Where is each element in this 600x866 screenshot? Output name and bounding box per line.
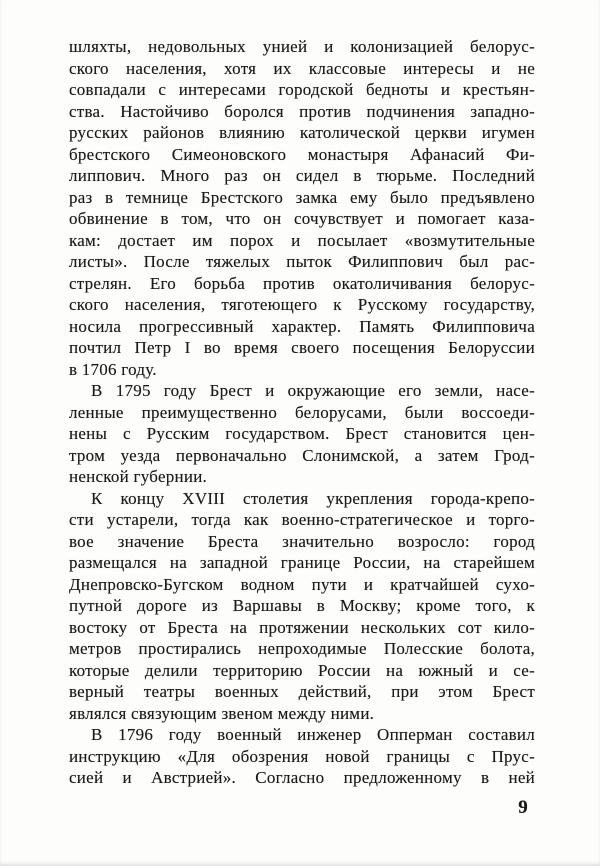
- text-line: путной дороге из Варшавы в Москву; кроме того, к: [69, 596, 535, 615]
- text-line: К концу XVIII столетия укрепления города-крепо-: [91, 488, 535, 508]
- text-line: ленные преимущественно белорусами, были воссоеди-: [69, 402, 535, 422]
- text-line: в 1706 году.: [69, 359, 157, 379]
- text-line: почтил Петр I во время своего посещения Белоруссии: [69, 338, 535, 357]
- text-line: носила прогрессивный характер. Память Филипповича: [69, 316, 535, 336]
- text-line: обвинение в том, что он сочувствует и помогает каза-: [69, 209, 535, 228]
- text-line: сти устарели, тогда как военно-стратегическое и торго-: [69, 510, 535, 529]
- text-line: нены с Русским государством. Брест становится цен-: [69, 424, 535, 443]
- text-line: липпович. Много раз он сидел в тюрьме. Последний: [69, 166, 535, 185]
- text-line: Днепровско-Бугском водном пути и кратчайшей сухо-: [69, 574, 535, 594]
- text-line: размещался на западной границе России, на старейшем: [69, 553, 535, 572]
- text-line: ства. Настойчиво боролся против подчинения западно-: [69, 101, 535, 121]
- text-line: стрелян. Его борьба против окатоличивания белорус-: [69, 273, 535, 293]
- text-line: сией и Австрией». Согласно предложенному в ней: [69, 768, 535, 787]
- text-line: инструкцию «Для обозрения новой границы с Прус-: [69, 746, 535, 766]
- text-line: которые делили территорию России на южный и се-: [69, 660, 535, 680]
- text-line: верный театры военных действий, при этом Брест: [69, 682, 535, 701]
- page-number: 9: [518, 797, 528, 818]
- text-line: совпадали с интересами городской бедноты и крестьян-: [69, 80, 535, 99]
- text-line: кам: достает им порох и посылает «возмутительные: [69, 230, 535, 250]
- text-line: метров простирались непроходимые Полесские болота,: [69, 639, 535, 658]
- text-line: тром уезда первоначально Слонимской, а затем Грод-: [69, 445, 535, 465]
- text-line: востоку от Бреста на протяжении нескольких сот кило-: [69, 617, 535, 637]
- text-line: В 1795 году Брест и окружающие его земли, насе-: [91, 381, 535, 400]
- text-line: ского населения, тяготеющего к Русскому государству,: [69, 295, 535, 314]
- text-line: листы». После тяжелых пыток Филиппович был рас-: [69, 252, 535, 271]
- text-line: ненской губернии.: [69, 467, 208, 486]
- text-line: ского населения, хотя их классовые интересы и не: [69, 58, 535, 78]
- text-line: раз в темнице Брестского замка ему было предъявлено: [69, 187, 535, 207]
- text-line: вое значение Бреста значительно возросло: город: [69, 531, 535, 551]
- text-line: являлся связующим звеном между ними.: [69, 703, 375, 723]
- text-line: русских районов влиянию католической церкви игумен: [69, 123, 535, 142]
- page-text: [69, 36, 535, 789]
- text-line: брестского Симеоновского монастыря Афанасий Фи-: [69, 144, 535, 164]
- text-line: В 1796 году военный инженер Опперман составил: [91, 725, 535, 744]
- text-line: шляхты, недовольных унией и колонизацией белорус-: [69, 37, 535, 56]
